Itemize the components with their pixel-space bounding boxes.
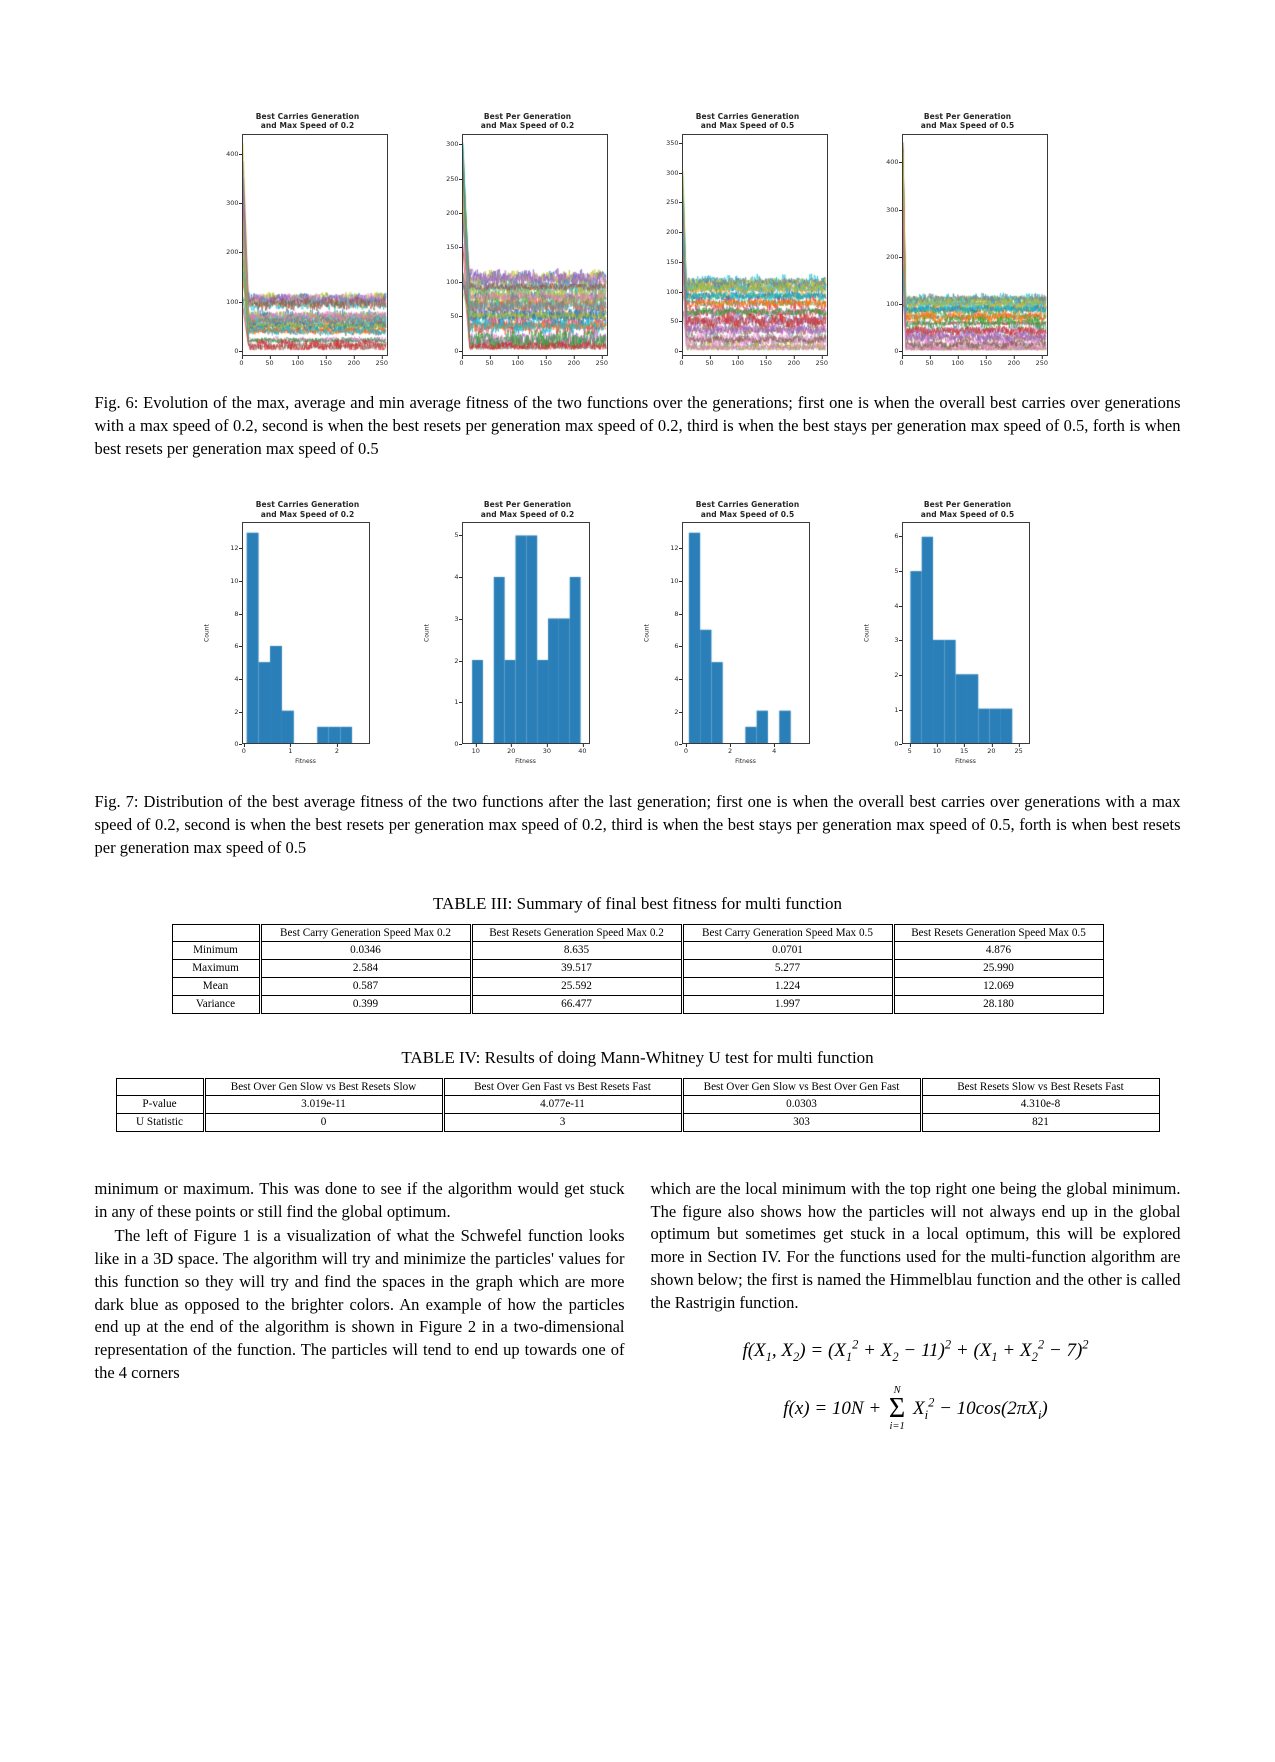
y-tick-label: 350 [666,138,679,147]
y-tick-label: 4 [454,572,459,581]
y-tick-labels [872,522,902,749]
y-tick-labels [432,134,462,356]
table-column-header: Best Resets Slow vs Best Resets Fast [921,1078,1159,1096]
x-tick-label: 150 [539,359,552,367]
plot-title-line-1: Best Carries Generation [695,500,800,510]
table-cell: 12.069 [893,977,1103,995]
plot-title-line-2: and Max Speed of 0.2 [260,509,355,519]
rastrigin-formula: f(x) = 10N + N Σ i=1 $X_i^2 - 10\cos(2\pi X_i)$ [783,1384,1048,1433]
y-axis-label-spacer [862,134,872,356]
line-series-canvas [463,135,607,355]
plot-title-line-2: and Max Speed of 0.2 [480,121,575,131]
table-cell: 0.399 [260,995,471,1013]
y-tick-label: 4 [894,601,899,610]
x-tick-label: 5 [907,747,912,756]
x-tick-label: 250 [815,359,829,367]
table-cell: 1.224 [682,977,893,995]
y-tick-label: 12 [230,544,239,553]
line-series-canvas [683,135,827,355]
plot-title-line-1: Best Per Generation [923,500,1012,510]
table-cell: 0.0701 [682,942,893,960]
table-corner-cell [172,924,260,942]
y-tick-label: 6 [674,642,679,651]
y-tick-label: 300 [666,168,679,177]
body-column-left [95,1178,625,1433]
table-row [172,960,1103,978]
table-cell: 28.180 [893,995,1103,1013]
plot-panel [642,112,854,370]
table-column-header: Best Over Gen Slow vs Best Resets Slow [204,1078,443,1096]
x-axis-label: Fitness [735,758,756,766]
x-tick-label: 150 [979,359,992,367]
y-tick-label: 50 [450,312,459,321]
y-tick-label: 2 [454,656,459,665]
plot-title-line-2: and Max Speed of 0.2 [480,509,575,519]
plot-body [642,134,854,356]
y-tick-label: 8 [674,609,679,618]
table-header-row [172,924,1103,942]
x-axis-label: Fitness [515,758,536,766]
x-tick-label: 200 [347,359,361,367]
x-tick-label: 4 [772,747,777,756]
table-cell: 39.517 [471,960,682,978]
y-tick-label: 200 [226,248,239,257]
x-tick-label: 20 [507,747,516,756]
table-row [172,995,1103,1013]
table-3-title: TABLE III: Summary of final best fitness for multi function [433,893,842,913]
plot-axes [462,134,608,356]
table-row-label: Maximum [172,960,260,978]
y-tick-label: 10 [230,577,239,586]
table-4 [116,1078,1160,1132]
figure-7-plots [0,500,1275,765]
plot-title [862,112,1074,134]
y-tick-label: 10 [670,577,679,586]
x-tick-label: 50 [925,359,934,367]
histogram-bars-canvas [243,523,369,743]
y-tick-label: 300 [446,140,459,149]
y-tick-label: 3 [454,614,459,623]
y-tick-label: 0 [454,346,459,355]
x-tick-labels [899,356,1049,370]
table-row [172,942,1103,960]
body-column-right [651,1178,1181,1433]
plot-title-line-1: Best Carries Generation [255,500,360,510]
table-column-header: Best Over Gen Fast vs Best Resets Fast [443,1078,682,1096]
y-tick-label: 12 [670,544,679,553]
y-tick-label: 4 [674,675,679,683]
x-tick-label: 150 [759,359,772,367]
table-cell: 3.019e-11 [204,1096,443,1114]
table-cell: 0.0303 [682,1096,921,1114]
y-tick-label: 0 [674,347,679,356]
plot-axes [242,522,370,744]
figure-7-caption: Fig. 7: Distribution of the best average fitness of the two functions after the last generation; first one is when the overall best carries over generations with a max speed of 0.2, second is when the best resets per generation max speed of 0.2, third is when the best stays per generation max speed of 0.5, forth is when best resets per generation max speed of 0.5 [94,792,1181,857]
histogram-bars-canvas [903,523,1029,743]
plot-axes [682,134,828,356]
x-tick-label: 40 [578,747,587,756]
table-row-label: Minimum [172,942,260,960]
x-tick-label: 1 [288,747,293,756]
table-3 [172,924,1104,1014]
table-cell: 303 [682,1114,921,1132]
x-tick-label: 50 [265,359,274,367]
x-tick-label: 250 [375,359,389,367]
plot-body [642,522,854,749]
y-tick-label: 300 [226,199,239,208]
x-tick-label: 150 [319,359,332,367]
table-column-header: Best Carry Generation Speed Max 0.2 [260,924,471,942]
plot-axes [902,522,1030,744]
paper-page [0,112,1275,1762]
y-tick-labels [652,134,682,356]
y-tick-label: 100 [446,277,459,286]
x-tick-label: 50 [705,359,714,367]
table-row-label: Variance [172,995,260,1013]
himmelblau-formula: $f(X_1$, $X_2) = (X_1^2 + X_2 - 11)^2 + (X_1 + X_2^2 - 7)^2$ [742,1337,1089,1364]
y-tick-labels [432,522,462,749]
table-corner-cell [116,1078,204,1096]
y-tick-labels [212,134,242,356]
x-tick-label: 20 [987,747,996,756]
y-tick-label: 0 [674,740,679,749]
table-cell: 0.0346 [260,942,471,960]
y-tick-label: 2 [234,707,239,716]
x-axis-label: Fitness [955,758,976,766]
table-cell: 4.876 [893,942,1103,960]
table-column-header: Best Over Gen Slow vs Best Over Gen Fast [682,1078,921,1096]
x-tick-label: 50 [485,359,494,367]
plot-body [202,134,414,356]
y-tick-label: 5 [894,566,899,575]
x-tick-label: 200 [1007,359,1021,367]
y-tick-label: 150 [666,257,679,266]
plot-title-line-1: Best Carries Generation [695,112,800,121]
y-tick-label: 0 [234,740,239,749]
table-row [116,1114,1159,1132]
table-row [172,977,1103,995]
plot-body [422,522,634,749]
plot-title [422,112,634,134]
plot-body [862,134,1074,356]
y-tick-label: 250 [446,174,459,183]
x-tick-label: 0 [239,359,244,367]
table-row-label: P-value [116,1096,204,1114]
table-cell: 5.277 [682,960,893,978]
y-axis-label: Count [423,624,430,643]
plot-title-line-1: Best Per Generation [483,500,572,510]
y-axis-label: Count [863,624,870,643]
y-tick-label: 5 [454,530,459,539]
plot-panel [642,500,854,765]
x-tick-label: 30 [542,747,551,756]
y-tick-label: 0 [894,740,899,749]
x-tick-labels [239,356,389,370]
y-axis-label: Count [643,624,650,643]
x-tick-label: 0 [679,359,684,367]
plot-title [422,500,634,522]
x-tick-label: 100 [511,359,524,367]
plot-body [862,522,1074,749]
table-cell: 821 [921,1114,1159,1132]
x-tick-label: 100 [731,359,744,367]
y-tick-label: 400 [226,149,239,158]
histogram-bars-canvas [683,523,809,743]
plot-title-line-2: and Max Speed of 0.2 [260,121,355,131]
table-cell: 66.477 [471,995,682,1013]
plot-panel [422,500,634,765]
x-tick-labels [679,356,829,370]
y-tick-label: 1 [454,698,459,707]
table-column-header: Best Resets Generation Speed Max 0.2 [471,924,682,942]
plot-title [642,500,854,522]
x-tick-label: 0 [683,747,688,756]
x-tick-labels [459,356,609,370]
x-tick-label: 10 [471,747,480,756]
y-tick-label: 3 [894,636,899,645]
y-tick-label: 200 [446,209,459,218]
table-4-title: TABLE IV: Results of doing Mann-Whitney U test for multi function [401,1047,874,1067]
y-tick-label: 2 [894,670,899,679]
plot-panel [862,500,1074,765]
y-tick-labels [652,522,682,749]
y-tick-label: 1 [894,705,899,714]
y-tick-label: 250 [666,198,679,207]
y-tick-label: 50 [670,317,679,326]
plot-title [202,112,414,134]
plot-panel [422,112,634,370]
plot-axes [682,522,810,744]
x-tick-label: 200 [567,359,581,367]
plot-title-line-1: Best Per Generation [483,112,572,121]
line-series-canvas [243,135,387,355]
y-axis-label-spacer [422,134,432,356]
plot-axes [902,134,1048,356]
y-tick-label: 100 [226,297,239,306]
y-axis-label: Count [203,624,210,643]
x-tick-labels [242,744,370,758]
x-tick-label: 10 [932,747,942,756]
x-tick-labels [462,744,590,758]
y-tick-label: 0 [234,347,239,356]
plot-title-line-2: and Max Speed of 0.5 [700,121,795,131]
y-tick-label: 100 [886,300,899,309]
plot-title [862,500,1074,522]
paragraph: The left of Figure 1 is a visualization of what the Schwefel function looks like in a 3D space. The algorithm will try and minimize the particles' values for this function so they will try and find the spaces in the graph which are more dark blue as opposed to the brighter colors. An example of how the particles end up at the end of the algorithm is shown in Figure 2 in a two-dimensional representation of the function. The particles will tend to end up towards one of the 4 corners [94,1226,625,1382]
plot-axes [462,522,590,744]
x-axis-label: Fitness [295,758,316,766]
x-tick-label: 25 [1014,747,1023,756]
table-cell: 4.310e-8 [921,1096,1159,1114]
x-tick-label: 15 [959,747,969,756]
table-cell: 3 [443,1114,682,1132]
table-cell: 4.077e-11 [443,1096,682,1114]
plot-panel [862,112,1074,370]
x-tick-label: 0 [459,359,464,367]
table-header-row [116,1078,1159,1096]
y-tick-label: 200 [886,252,899,261]
histogram-bars-canvas [463,523,589,743]
plot-title [642,112,854,134]
table-column-header: Best Resets Generation Speed Max 0.5 [893,924,1103,942]
table-cell: 25.990 [893,960,1103,978]
y-axis-label-spacer [202,134,212,356]
y-tick-label: 8 [234,609,239,618]
figure-6-caption: Fig. 6: Evolution of the max, average and min average fitness of the two functions over the generations; first one is when the overall best carries over generations with a max speed of 0.2, second is when the best resets per generation max speed of 0.2, third is when the best stays per generation max speed of 0.5, forth is when best resets per generation max speed of 0.5 [94,393,1181,458]
y-axis-label-spacer [642,134,652,356]
plot-title-line-2: and Max Speed of 0.5 [700,509,795,519]
paragraph: minimum or maximum. This was done to see if the algorithm would get stuck in any of these points or still find the global optimum. [94,1178,625,1221]
plot-title-line-1: Best Per Generation [923,112,1012,121]
y-tick-label: 0 [894,347,899,356]
plot-title-line-1: Best Carries Generation [255,112,360,121]
y-tick-label: 400 [886,158,899,167]
x-tick-label: 0 [241,747,246,756]
plot-title-line-2: and Max Speed of 0.5 [920,509,1015,519]
y-tick-labels [872,134,902,356]
y-tick-label: 2 [674,707,679,716]
table-cell: 2.584 [260,960,471,978]
y-tick-label: 300 [886,205,899,214]
table-cell: 0 [204,1114,443,1132]
table-row-label: Mean [172,977,260,995]
table-cell: 25.592 [471,977,682,995]
plot-panel [202,112,414,370]
y-tick-label: 100 [666,287,679,296]
plot-panel [202,500,414,765]
x-tick-label: 2 [334,747,339,756]
plot-body [422,134,634,356]
y-tick-label: 6 [894,532,899,541]
x-tick-label: 250 [1035,359,1049,367]
table-row-label: U Statistic [116,1114,204,1132]
x-tick-label: 0 [899,359,904,367]
x-tick-labels [682,744,810,758]
line-series-canvas [903,135,1047,355]
x-tick-label: 200 [787,359,801,367]
plot-axes [242,134,388,356]
x-tick-label: 100 [951,359,964,367]
table-row [116,1096,1159,1114]
table-cell: 8.635 [471,942,682,960]
table-cell: 1.997 [682,995,893,1013]
x-tick-label: 250 [595,359,609,367]
y-tick-label: 4 [234,675,239,683]
y-tick-labels [212,522,242,749]
plot-body [202,522,414,749]
figure-6-plots [0,112,1275,370]
y-tick-label: 150 [446,243,459,252]
body-columns [95,1178,1181,1433]
paragraph: which are the local minimum with the top right one being the global minimum. The figure also shows how the particles will not always end up in the global optimum but sometimes get stuck in a local optimum, this will be explored more in Section IV. For the functions used for the multi-function algorithm are shown below; the first is named the Himmelblau function and the other is called the Rastrigin function. [650,1178,1181,1312]
plot-title [202,500,414,522]
table-cell: 0.587 [260,977,471,995]
x-tick-label: 2 [727,747,733,756]
x-tick-label: 100 [291,359,304,367]
y-tick-label: 6 [234,642,239,651]
y-tick-label: 0 [454,740,459,749]
plot-title-line-2: and Max Speed of 0.5 [920,121,1015,131]
x-tick-labels [902,744,1030,758]
y-tick-label: 200 [666,228,679,237]
table-column-header: Best Carry Generation Speed Max 0.5 [682,924,893,942]
